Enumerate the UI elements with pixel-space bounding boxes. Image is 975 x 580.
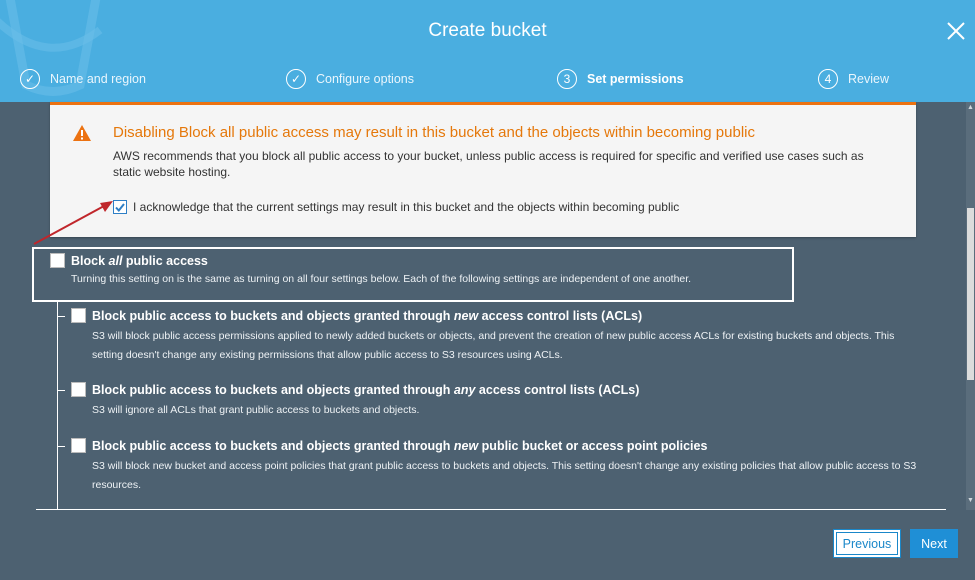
public-access-warning-panel bbox=[50, 102, 916, 237]
setting-label: Block all public access bbox=[71, 253, 208, 268]
step-completed-check-icon: ✓ bbox=[286, 69, 306, 89]
block-new-acls-checkbox[interactable] bbox=[71, 308, 86, 323]
block-new-policies-setting bbox=[71, 438, 921, 495]
step-number: 4 bbox=[818, 69, 838, 89]
scroll-up-arrow-icon[interactable]: ▲ bbox=[967, 104, 974, 111]
block-any-acls-row[interactable] bbox=[71, 382, 921, 397]
divider bbox=[36, 509, 946, 510]
setting-label: Block public access to buckets and objects granted through new public bucket or access point policies bbox=[92, 438, 708, 453]
warning-triangle-icon bbox=[72, 124, 92, 142]
close-icon[interactable] bbox=[945, 20, 967, 42]
setting-description: Turning this setting on is the same as turning on all four settings below. Each of the following settings are independent of one another. bbox=[71, 273, 692, 285]
tree-branch bbox=[57, 316, 65, 317]
step-review[interactable] bbox=[818, 67, 889, 91]
step-name-and-region[interactable] bbox=[20, 67, 146, 91]
block-new-policies-row[interactable] bbox=[71, 438, 921, 453]
scroll-down-arrow-icon[interactable]: ▼ bbox=[967, 497, 974, 504]
step-set-permissions bbox=[557, 67, 684, 91]
block-new-acls-setting bbox=[71, 308, 921, 365]
setting-label: Block public access to buckets and objects granted through new access control lists (ACLs) bbox=[92, 308, 643, 323]
warning-title: Disabling Block all public access may result in this bucket and the objects within becoming public bbox=[113, 124, 755, 141]
step-number: 3 bbox=[557, 69, 577, 89]
block-all-public-access-setting bbox=[50, 253, 790, 289]
tree-connector bbox=[57, 302, 58, 509]
block-any-acls-setting bbox=[71, 382, 921, 420]
next-button[interactable]: Next bbox=[910, 529, 958, 558]
tree-branch bbox=[57, 390, 65, 391]
step-configure-options[interactable] bbox=[286, 67, 414, 91]
block-new-acls-row[interactable] bbox=[71, 308, 921, 323]
block-new-policies-checkbox[interactable] bbox=[71, 438, 86, 453]
step-completed-check-icon: ✓ bbox=[20, 69, 40, 89]
block-all-public-access-row[interactable] bbox=[50, 253, 790, 268]
annotation-arrow-icon bbox=[30, 196, 120, 248]
previous-button[interactable]: Previous bbox=[833, 529, 901, 558]
setting-description: S3 will block public access permissions applied to newly added buckets or objects, and prevent the creation of new public access ACLs for existing buckets and objects. This setting doesn't change any existing permissions that allow public access to S3 resources using ACLs. bbox=[92, 330, 895, 361]
scrollbar-thumb[interactable] bbox=[967, 208, 974, 380]
block-any-acls-checkbox[interactable] bbox=[71, 382, 86, 397]
dialog-title: Create bucket bbox=[428, 20, 547, 41]
step-label: Configure options bbox=[316, 72, 414, 86]
setting-description: S3 will block new bucket and access point policies that grant public access to buckets and objects. This setting doesn't change any existing policies that allow public access to S3 resources. bbox=[92, 460, 917, 491]
step-label: Review bbox=[848, 72, 889, 86]
warning-description: AWS recommends that you block all public access to your bucket, unless public access is required for specific and verified use cases such as static website hosting. bbox=[113, 149, 864, 179]
step-label: Name and region bbox=[50, 72, 146, 86]
acknowledge-label: I acknowledge that the current settings may result in this bucket and the objects within becoming public bbox=[133, 200, 680, 214]
step-label: Set permissions bbox=[587, 72, 684, 86]
acknowledge-checkbox-row[interactable] bbox=[113, 200, 679, 214]
setting-label: Block public access to buckets and objects granted through any access control lists (ACLs) bbox=[92, 382, 640, 397]
tree-branch bbox=[57, 446, 65, 447]
setting-description: S3 will ignore all ACLs that grant public access to buckets and objects. bbox=[92, 404, 420, 416]
dialog-header bbox=[0, 0, 975, 102]
block-all-public-access-checkbox[interactable] bbox=[50, 253, 65, 268]
